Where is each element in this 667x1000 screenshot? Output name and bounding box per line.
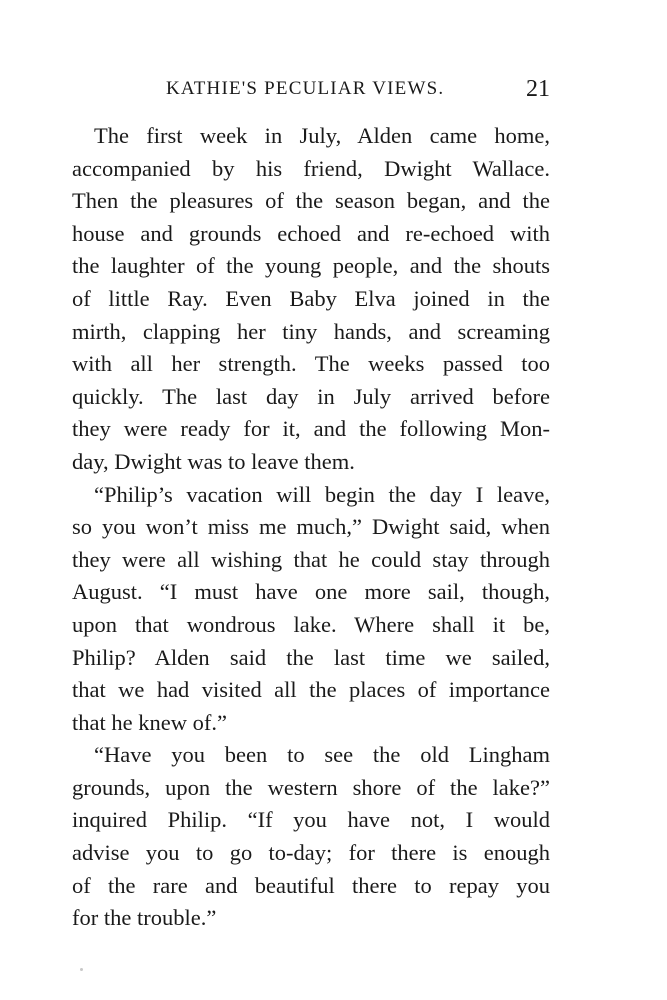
running-title: KATHIE'S PECULIAR VIEWS. [166, 78, 445, 99]
text-line: The first week in July, Alden came home, [94, 123, 550, 148]
text-line: Philip? Alden said the last time we sailed, [72, 644, 550, 670]
text-line: day, Dwight was to leave them. [72, 448, 355, 474]
text-line: for the trouble.” [72, 905, 217, 931]
text-line: the laughter of the young people, and the shouts [72, 253, 550, 279]
paper-speck [80, 968, 83, 971]
text-line: that we had visited all the places of importance [72, 677, 550, 703]
text-line: so you won’t miss me much,” Dwight said, when [72, 514, 550, 540]
text-line: inquired Philip. “If you have not, I would [72, 807, 550, 833]
page-number: 21 [526, 76, 550, 102]
text-line: quickly. The last day in July arrived before [72, 383, 550, 409]
text-line: house and grounds echoed and re-echoed with [72, 220, 550, 246]
running-head [72, 76, 550, 106]
text-line: mirth, clapping her tiny hands, and screaming [72, 318, 550, 344]
text-line: of the rare and beautiful there to repay you [72, 872, 550, 898]
body-text [72, 120, 550, 935]
text-line: with all her strength. The weeks passed too [72, 351, 550, 377]
text-line: they were ready for it, and the following Mon- [72, 416, 550, 442]
text-line: accompanied by his friend, Dwight Wallace. [72, 155, 550, 181]
text-line: that he knew of.” [72, 709, 227, 735]
text-line: they were all wishing that he could stay through [72, 546, 550, 572]
text-line: Then the pleasures of the season began, and the [72, 188, 550, 214]
text-line: August. “I must have one more sail, though, [72, 579, 550, 605]
text-line: “Have you been to see the old Lingham [94, 742, 550, 768]
text-line: of little Ray. Even Baby Elva joined in the [72, 285, 550, 311]
text-line: upon that wondrous lake. Where shall it be, [72, 611, 550, 637]
text-line: advise you to go to-day; for there is enough [72, 840, 550, 866]
text-line: grounds, upon the western shore of the lake?” [72, 774, 550, 800]
text-line: “Philip’s vacation will begin the day I leave, [94, 481, 550, 507]
